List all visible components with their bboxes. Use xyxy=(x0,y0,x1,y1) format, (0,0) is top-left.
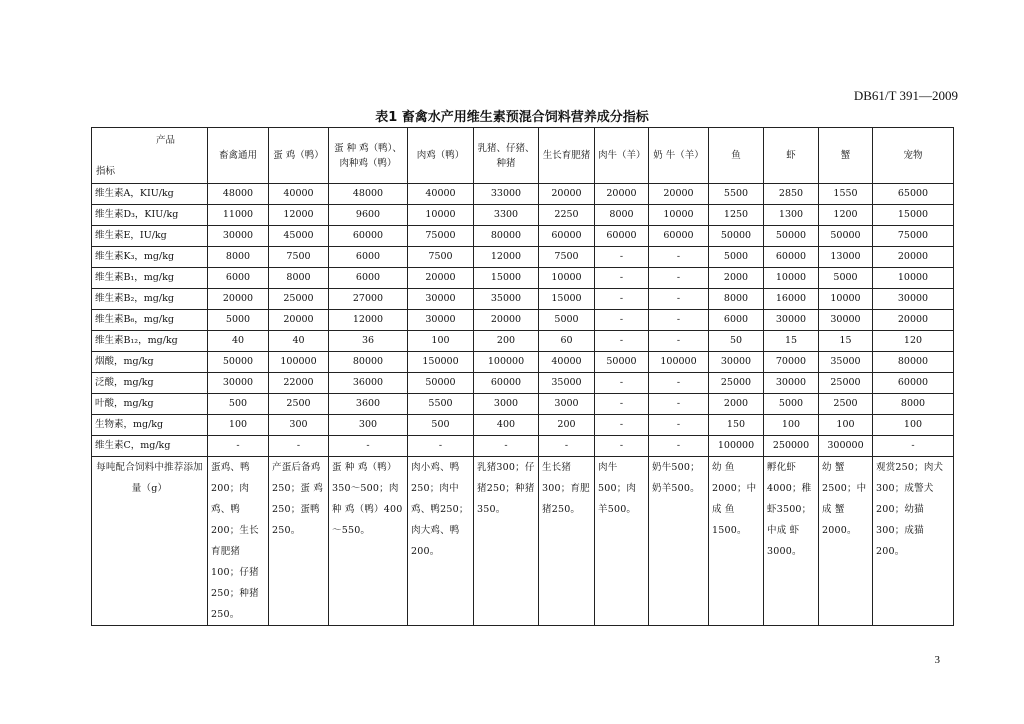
table-cell: - xyxy=(208,436,269,457)
table-cell: 30000 xyxy=(208,373,269,394)
table-cell: 30000 xyxy=(764,373,819,394)
table-cell: 60 xyxy=(539,331,595,352)
table-row xyxy=(92,247,954,268)
table-cell: 10000 xyxy=(539,268,595,289)
table-cell: 100 xyxy=(408,331,474,352)
table-cell: 30000 xyxy=(819,310,873,331)
table-cell: - xyxy=(649,436,709,457)
table-cell: 33000 xyxy=(474,184,539,205)
table-cell: 35000 xyxy=(819,352,873,373)
table-cell: 40 xyxy=(208,331,269,352)
table-cell: 5000 xyxy=(208,310,269,331)
table-cell: 2500 xyxy=(269,394,329,415)
table-cell: 2250 xyxy=(539,205,595,226)
table-cell: 20000 xyxy=(269,310,329,331)
table-cell: 6000 xyxy=(329,268,408,289)
column-header: 鱼 xyxy=(709,128,764,184)
table-cell: 25000 xyxy=(709,373,764,394)
column-header: 蛋 种 鸡（鸭）、肉种鸡（鸭） xyxy=(329,128,408,184)
table-cell: 7500 xyxy=(539,247,595,268)
table-cell: 120 xyxy=(873,331,954,352)
table-cell: 10000 xyxy=(649,205,709,226)
row-label: 维生素E，IU/kg xyxy=(92,226,208,247)
table-cell: - xyxy=(649,289,709,310)
table-row xyxy=(92,331,954,352)
table-cell: 80000 xyxy=(474,226,539,247)
header-corner-cell xyxy=(92,128,208,184)
recommend-cell: 孵化虾4000；稚虾3500；中成 虾3000。 xyxy=(764,457,819,626)
row-label: 维生素C，mg/kg xyxy=(92,436,208,457)
table-cell: 36000 xyxy=(329,373,408,394)
table-cell: 20000 xyxy=(408,268,474,289)
table-row xyxy=(92,184,954,205)
table-cell: 100 xyxy=(819,415,873,436)
table-cell: 70000 xyxy=(764,352,819,373)
header-product-label: 产品 xyxy=(155,135,175,146)
row-label: 生物素，mg/kg xyxy=(92,415,208,436)
table-cell: 40 xyxy=(269,331,329,352)
table-cell: 2000 xyxy=(709,268,764,289)
table-cell: - xyxy=(329,436,408,457)
table-cell: - xyxy=(649,373,709,394)
table-cell: 15000 xyxy=(539,289,595,310)
table-cell: 10000 xyxy=(408,205,474,226)
table-cell: 250000 xyxy=(764,436,819,457)
table-cell: 45000 xyxy=(269,226,329,247)
table-cell: 11000 xyxy=(208,205,269,226)
table-cell: 3300 xyxy=(474,205,539,226)
column-header: 蟹 xyxy=(819,128,873,184)
table-cell: 75000 xyxy=(873,226,954,247)
table-cell: 500 xyxy=(208,394,269,415)
table-cell: 40000 xyxy=(408,184,474,205)
table-cell: 100000 xyxy=(649,352,709,373)
recommend-row xyxy=(92,457,954,626)
row-label: 泛酸，mg/kg xyxy=(92,373,208,394)
table-cell: 25000 xyxy=(819,373,873,394)
table-cell: 2850 xyxy=(764,184,819,205)
table-cell: 13000 xyxy=(819,247,873,268)
table-cell: 50 xyxy=(709,331,764,352)
standard-code: DB61/T 391—2009 xyxy=(853,88,958,103)
table-cell: - xyxy=(595,289,649,310)
table-cell: 15 xyxy=(764,331,819,352)
table-cell: 10000 xyxy=(873,268,954,289)
recommend-label: 每吨配合饲料中推荐添加量（g） xyxy=(92,457,208,626)
header-indicator-label: 指标 xyxy=(96,166,116,177)
table-cell: 20000 xyxy=(208,289,269,310)
column-header: 蛋 鸡（鸭） xyxy=(269,128,329,184)
table-cell: 40000 xyxy=(269,184,329,205)
table-row xyxy=(92,415,954,436)
column-header: 乳猪、仔猪、种猪 xyxy=(474,128,539,184)
table-cell: 65000 xyxy=(873,184,954,205)
table-cell: 60000 xyxy=(764,247,819,268)
table-cell: - xyxy=(649,268,709,289)
table-cell: 80000 xyxy=(873,352,954,373)
table-cell: 20000 xyxy=(474,310,539,331)
recommend-cell: 生长猪300；育肥 猪250。 xyxy=(539,457,595,626)
table-cell: - xyxy=(595,247,649,268)
table-cell: 20000 xyxy=(649,184,709,205)
row-label: 维生素D₃，KIU/kg xyxy=(92,205,208,226)
table-cell: 50000 xyxy=(819,226,873,247)
table-row xyxy=(92,373,954,394)
row-label: 叶酸，mg/kg xyxy=(92,394,208,415)
table-cell: - xyxy=(539,436,595,457)
table-cell: 100000 xyxy=(269,352,329,373)
table-cell: 5500 xyxy=(709,184,764,205)
table-cell: 5000 xyxy=(539,310,595,331)
table-cell: - xyxy=(649,310,709,331)
table-cell: 400 xyxy=(474,415,539,436)
row-label: 维生素A，KIU/kg xyxy=(92,184,208,205)
table-cell: 12000 xyxy=(269,205,329,226)
column-header: 肉鸡（鸭） xyxy=(408,128,474,184)
table-cell: 6000 xyxy=(208,268,269,289)
table-cell: - xyxy=(649,331,709,352)
table-cell: 6000 xyxy=(329,247,408,268)
table-row xyxy=(92,352,954,373)
table-cell: 60000 xyxy=(595,226,649,247)
table-cell: 48000 xyxy=(208,184,269,205)
table-cell: - xyxy=(595,373,649,394)
recommend-cell: 产蛋后备鸡250；蛋 鸡250；蛋鸭250。 xyxy=(269,457,329,626)
table-cell: 3000 xyxy=(539,394,595,415)
table-cell: 3600 xyxy=(329,394,408,415)
row-label: 维生素B₆，mg/kg xyxy=(92,310,208,331)
table-cell: 36 xyxy=(329,331,408,352)
table-cell: - xyxy=(474,436,539,457)
table-cell: 7500 xyxy=(408,247,474,268)
table-cell: 25000 xyxy=(269,289,329,310)
column-header: 虾 xyxy=(764,128,819,184)
table-cell: 8000 xyxy=(269,268,329,289)
table-cell: 80000 xyxy=(329,352,408,373)
table-cell: 5000 xyxy=(709,247,764,268)
recommend-cell: 肉小鸡、鸭250；肉中鸡、鸭250；肉大鸡、鸭200。 xyxy=(408,457,474,626)
table-cell: 30000 xyxy=(709,352,764,373)
table-cell: 22000 xyxy=(269,373,329,394)
table-cell: 100000 xyxy=(474,352,539,373)
recommend-cell: 观赏250；肉犬300；成警犬200；幼猫300；成猫200。 xyxy=(873,457,954,626)
table-cell: 100000 xyxy=(709,436,764,457)
recommend-cell: 幼 鱼2000；中成 鱼1500。 xyxy=(709,457,764,626)
table-cell: 12000 xyxy=(474,247,539,268)
table-cell: 10000 xyxy=(819,289,873,310)
table-row xyxy=(92,226,954,247)
table-cell: 60000 xyxy=(539,226,595,247)
table-row xyxy=(92,205,954,226)
table-row xyxy=(92,289,954,310)
row-label: 维生素B₁₂，mg/kg xyxy=(92,331,208,352)
table-cell: - xyxy=(649,247,709,268)
table-cell: - xyxy=(595,415,649,436)
table-cell: 1250 xyxy=(709,205,764,226)
table-cell: 7500 xyxy=(269,247,329,268)
table-cell: 2500 xyxy=(819,394,873,415)
table-cell: 20000 xyxy=(539,184,595,205)
table-cell: 30000 xyxy=(408,310,474,331)
table-cell: 150000 xyxy=(408,352,474,373)
table-cell: 50000 xyxy=(595,352,649,373)
recommend-cell: 肉牛500；肉羊500。 xyxy=(595,457,649,626)
table-cell: 50000 xyxy=(408,373,474,394)
table-cell: 8000 xyxy=(208,247,269,268)
column-header: 奶 牛（羊） xyxy=(649,128,709,184)
recommend-cell: 乳猪300；仔猪250；种猪350。 xyxy=(474,457,539,626)
recommend-cell: 蛋鸡、鸭200；肉鸡、鸭200；生长育肥猪100；仔猪250；种猪250。 xyxy=(208,457,269,626)
table-cell: 15000 xyxy=(873,205,954,226)
table-cell: 12000 xyxy=(329,310,408,331)
table-cell: 50000 xyxy=(764,226,819,247)
table-cell: 8000 xyxy=(709,289,764,310)
table-cell: - xyxy=(649,415,709,436)
nutrition-table xyxy=(91,127,954,626)
table-cell: 5000 xyxy=(819,268,873,289)
table-cell: 10000 xyxy=(764,268,819,289)
table-cell: 30000 xyxy=(408,289,474,310)
page-number: 3 xyxy=(934,654,940,666)
table-cell: 100 xyxy=(764,415,819,436)
table-cell: 60000 xyxy=(474,373,539,394)
table-cell: 20000 xyxy=(873,247,954,268)
table-row xyxy=(92,268,954,289)
table-cell: 20000 xyxy=(873,310,954,331)
table-cell: 60000 xyxy=(873,373,954,394)
table-cell: 30000 xyxy=(764,310,819,331)
column-header: 畜禽通用 xyxy=(208,128,269,184)
table-cell: 100 xyxy=(208,415,269,436)
table-cell: 300 xyxy=(329,415,408,436)
table-cell: - xyxy=(408,436,474,457)
table-cell: 30000 xyxy=(873,289,954,310)
recommend-cell: 幼 蟹2500；中成 蟹2000。 xyxy=(819,457,873,626)
table-cell: 60000 xyxy=(649,226,709,247)
table-cell: 15000 xyxy=(474,268,539,289)
table-cell: 150 xyxy=(709,415,764,436)
table-row xyxy=(92,436,954,457)
table-cell: 60000 xyxy=(329,226,408,247)
table-cell: 1300 xyxy=(764,205,819,226)
table-cell: - xyxy=(269,436,329,457)
table-cell: 48000 xyxy=(329,184,408,205)
table-cell: 35000 xyxy=(539,373,595,394)
table-cell: 5000 xyxy=(764,394,819,415)
table-cell: - xyxy=(873,436,954,457)
recommend-cell: 蛋 种 鸡（鸭）350～500；肉 种 鸡（鸭）400～550。 xyxy=(329,457,408,626)
table-cell: 1200 xyxy=(819,205,873,226)
table-cell: 9600 xyxy=(329,205,408,226)
table-cell: 27000 xyxy=(329,289,408,310)
table-cell: 15 xyxy=(819,331,873,352)
table-cell: 20000 xyxy=(595,184,649,205)
table-cell: 8000 xyxy=(595,205,649,226)
column-header: 宠物 xyxy=(873,128,954,184)
table-row xyxy=(92,310,954,331)
table-cell: 2000 xyxy=(709,394,764,415)
table-cell: 5500 xyxy=(408,394,474,415)
table-header-row xyxy=(92,128,954,184)
row-label: 维生素K₃，mg/kg xyxy=(92,247,208,268)
table-title: 表1 畜禽水产用维生素预混合饲料营养成分指标 xyxy=(375,110,649,125)
table-cell: 6000 xyxy=(709,310,764,331)
table-cell: 1550 xyxy=(819,184,873,205)
table-cell: - xyxy=(595,436,649,457)
column-header: 肉牛（羊） xyxy=(595,128,649,184)
table-cell: - xyxy=(595,268,649,289)
table-cell: 100 xyxy=(873,415,954,436)
table-cell: - xyxy=(595,310,649,331)
table-cell: 200 xyxy=(474,331,539,352)
table-cell: 500 xyxy=(408,415,474,436)
table-cell: 50000 xyxy=(208,352,269,373)
recommend-cell: 奶牛500；奶羊500。 xyxy=(649,457,709,626)
row-label: 烟酸，mg/kg xyxy=(92,352,208,373)
table-cell: 75000 xyxy=(408,226,474,247)
row-label: 维生素B₂，mg/kg xyxy=(92,289,208,310)
table-cell: 8000 xyxy=(873,394,954,415)
table-cell: - xyxy=(649,394,709,415)
table-cell: 300000 xyxy=(819,436,873,457)
table-cell: 300 xyxy=(269,415,329,436)
table-cell: 40000 xyxy=(539,352,595,373)
row-label: 维生素B₁，mg/kg xyxy=(92,268,208,289)
table-cell: - xyxy=(595,331,649,352)
table-cell: 200 xyxy=(539,415,595,436)
column-header: 生长育肥猪 xyxy=(539,128,595,184)
table-row xyxy=(92,394,954,415)
table-cell: 30000 xyxy=(208,226,269,247)
table-cell: 16000 xyxy=(764,289,819,310)
table-cell: - xyxy=(595,394,649,415)
table-cell: 3000 xyxy=(474,394,539,415)
table-cell: 50000 xyxy=(709,226,764,247)
table-cell: 35000 xyxy=(474,289,539,310)
